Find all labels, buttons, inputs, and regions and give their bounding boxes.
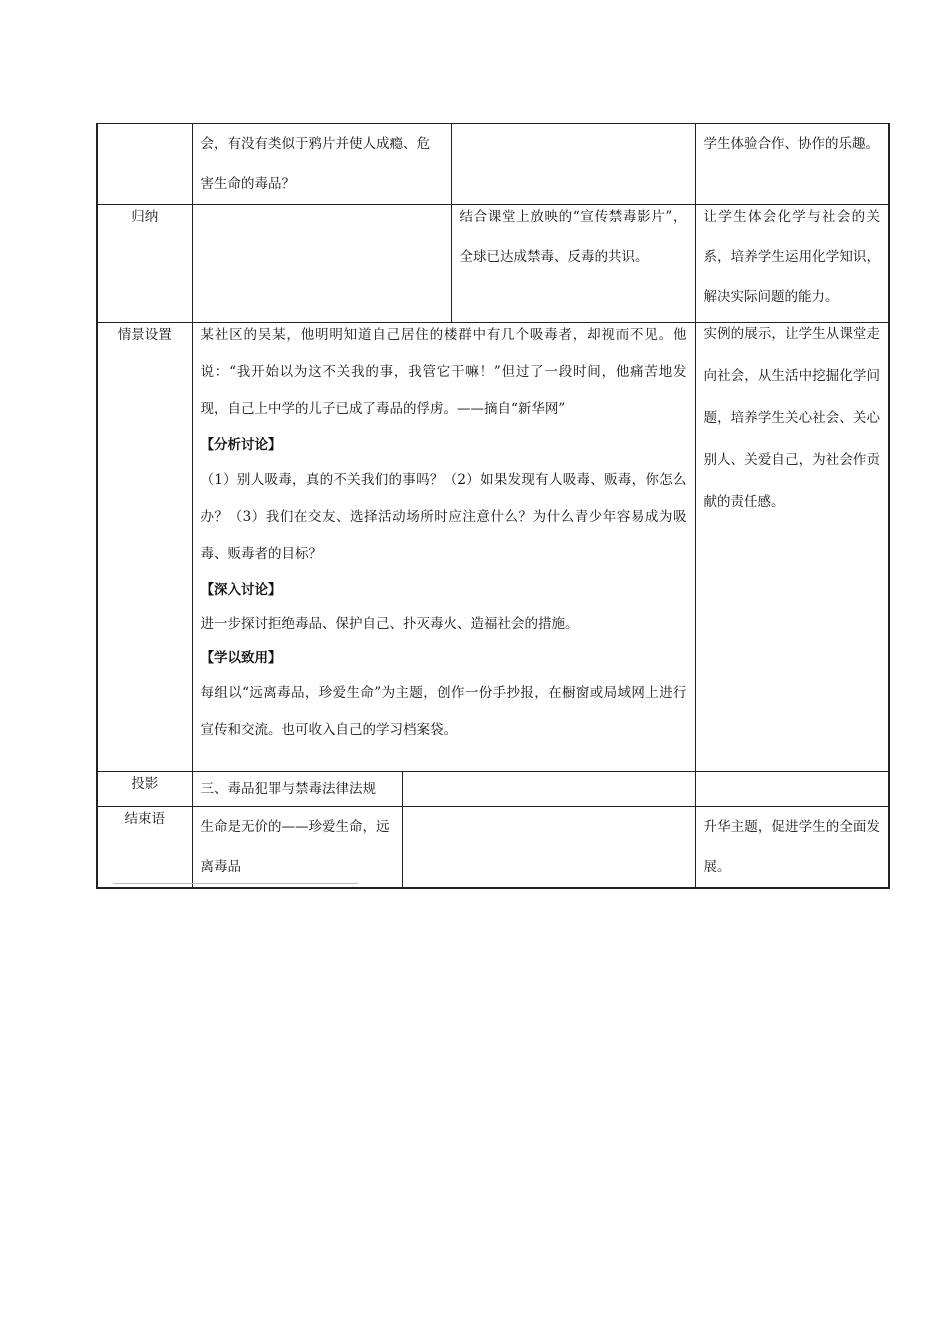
table-row (97, 772, 889, 807)
story-text: 某社区的吴某，他明明知道自己居住的楼群中有几个吸毒者，却视而不见。他说：“我开始以为这不关我的事，我管它干嘛！”但过了一段时间，他痛苦地发现，自己上中学的儿子已成了毒品的俘虏。——摘自“新华网” (200, 327, 687, 417)
content-cell (192, 772, 695, 807)
row-label: 情景设置 (97, 323, 192, 772)
row-label-empty (97, 124, 192, 205)
deep-heading: 【深入讨论】 (200, 582, 282, 598)
apply-text: 每组以“远离毒品，珍爱生命”为主题，创作一份手抄报，在橱窗或局域网上进行宣传和交流。也可收入自己的学习档案袋。 (200, 685, 687, 738)
activity-text: 结合课堂上放映的“宣传禁毒影片”，全球已达成禁毒、反毒的共识。 (459, 209, 687, 265)
purpose-cell (695, 807, 889, 889)
activity-cell (403, 772, 695, 806)
discussion-heading: 【分析讨论】 (200, 437, 282, 453)
purpose-text: 学生体验合作、协作的乐趣。 (703, 136, 879, 152)
table-row (97, 323, 889, 772)
purpose-text: 升华主题，促进学生的全面发展。 (703, 819, 880, 875)
table-underline-stub (113, 883, 358, 884)
row-label: 投影 (97, 772, 192, 807)
activity-cell (451, 124, 695, 205)
content-cell (192, 124, 451, 205)
content-cell (192, 323, 695, 772)
lesson-plan-table (96, 123, 890, 889)
table-row (97, 807, 889, 889)
table-row (97, 205, 889, 323)
content-text: 会，有没有类似于鸦片并使人成瘾、危害生命的毒品？ (200, 136, 430, 192)
discussion-text: （1）别人吸毒，真的不关我们的事吗？（2）如果发现有人吸毒、贩毒，你怎么办？（3）我们在交友、选择活动场所时应注意什么？为什么青少年容易成为吸毒、贩毒者的目标？ (200, 472, 687, 562)
activity-cell (451, 205, 695, 323)
purpose-text: 实例的展示，让学生从课堂走向社会，从生活中挖掘化学问题，培养学生关心社会、关心别人、关爱自己，为社会作贡献的责任感。 (703, 326, 880, 510)
projection-title: 三、毒品犯罪与禁毒法律法规 (193, 772, 403, 806)
purpose-text: 让学生体会化学与社会的关系，培养学生运用化学知识，解决实际问题的能力。 (703, 209, 880, 305)
content-cell (192, 205, 451, 323)
content-cell (192, 807, 695, 889)
table-row (97, 124, 889, 205)
closing-text-box (193, 807, 403, 887)
apply-heading: 【学以致用】 (200, 650, 282, 666)
purpose-cell (695, 772, 889, 807)
deep-text: 进一步探讨拒绝毒品、保护自己、扑灭毒火、造福社会的措施。 (200, 616, 579, 632)
activity-cell (403, 807, 695, 887)
purpose-cell (695, 323, 889, 772)
row-label: 归纳 (97, 205, 192, 323)
closing-text: 生命是无价的——珍爱生命，远离毒品 (200, 819, 390, 875)
purpose-cell (695, 124, 889, 205)
row-label: 结束语 (97, 807, 192, 889)
purpose-cell (695, 205, 889, 323)
